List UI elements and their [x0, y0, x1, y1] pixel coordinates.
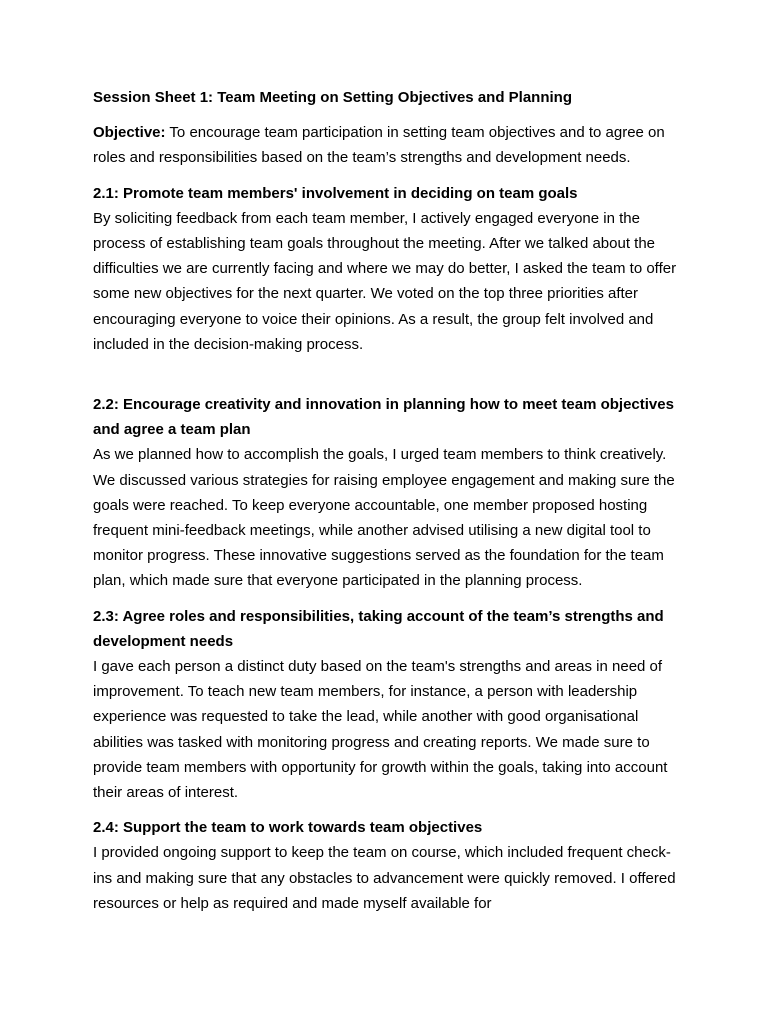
- document-page: [93, 85, 685, 926]
- section-2-3-body: I gave each person a distinct duty based on the team's strengths and areas in need of improvement. To teach new team members, for instance, a person with leadership experience was requested to take the lead, while another with good organisational abilities was tasked with monitoring progress and creating reports. We made sure to provide team members with opportunity for growth within the goals, taking into account their areas of interest.: [93, 658, 668, 802]
- objective-paragraph: [93, 120, 685, 170]
- section-2-2-body: As we planned how to accomplish the goals, I urged team members to think creatively. We discussed various strategies for raising employee engagement and making sure the goals were reached. To keep everyone accountable, one member proposed hosting frequent mini-feedback meetings, while another advised utilising a new digital tool to monitor progress. These innovative suggestions served as the foundation for the team plan, which made sure that everyone participated in the planning process.: [93, 446, 675, 590]
- objective-text: To encourage team participation in setting team objectives and to agree on roles and responsibilities based on the team’s strengths and development needs.: [93, 124, 665, 167]
- section-2-1-body: By soliciting feedback from each team member, I actively engaged everyone in the process of establishing team goals throughout the meeting. After we talked about the difficulties we are currently facing and where we may do better, I asked the team to offer some new objectives for the next quarter. We voted on the top three priorities after encouraging everyone to voice their opinions. As a result, the group felt involved and included in the decision-making process.: [93, 209, 677, 353]
- section-2-2-heading: 2.2: Encourage creativity and innovation in planning how to meet team objectives and agree a team plan: [93, 396, 674, 439]
- section-2-4-heading: 2.4: Support the team to work towards team objectives: [93, 819, 483, 837]
- objective-label: Objective:: [93, 124, 166, 142]
- document-title: Session Sheet 1: Team Meeting on Setting Objectives and Planning: [93, 89, 572, 106]
- section-2-1-heading: 2.1: Promote team members' involvement in deciding on team goals: [93, 184, 578, 202]
- section-2-4-body: I provided ongoing support to keep the team on course, which included frequent check-ins and making sure that any obstacles to advancement were quickly removed. I offered resources or help as required and made myself available for: [93, 844, 676, 912]
- section-2-3-heading: 2.3: Agree roles and responsibilities, taking account of the team’s strengths and development needs: [93, 607, 664, 650]
